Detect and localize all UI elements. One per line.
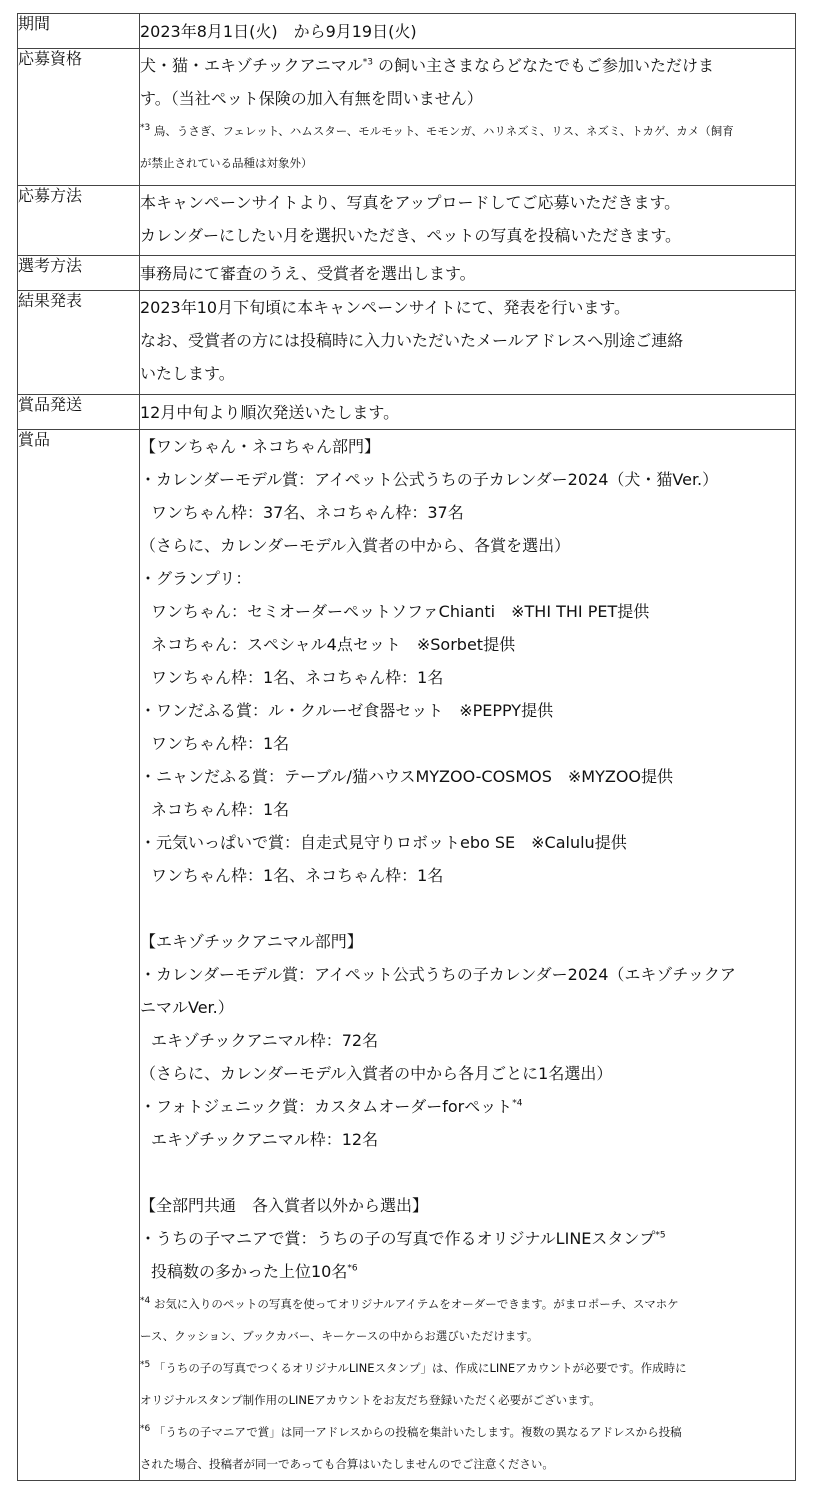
dogcat-heading: 【ワンちゃん・ネコちゃん部門】	[140, 437, 381, 456]
row-eligibility	[18, 49, 796, 186]
row-method	[18, 186, 796, 256]
common-heading: 【全部門共通 各入賞者以外から選出】	[140, 1196, 429, 1215]
dogcat-calendar-prize: ・カレンダーモデル賞：アイペット公式うちの子カレンダー2024（犬・猫Ver.）	[140, 470, 719, 489]
row-results	[18, 291, 796, 395]
content-method	[140, 186, 796, 256]
genki-quota: ワンちゃん枠：1名、ネコちゃん枠：1名	[151, 866, 444, 885]
spacer	[140, 1156, 795, 1189]
note-6-line2: された場合、投稿者が同一であっても合算はいたしませんのでご注意ください。	[140, 1457, 554, 1471]
content-period	[140, 14, 796, 49]
note-4-line1: $^{*4}$ お気に入りのペットの写真を使ってオリジナルアイテムをオーダーできます。がまロポーチ、スマホケ	[140, 1296, 679, 1311]
selection-text: 事務局にて審査のうえ、受賞者を選出します。	[140, 264, 476, 283]
grand-prix-dog: ワンちゃん：セミオーダーペットソファChianti ※THI THI PET提供	[151, 602, 650, 621]
period-text: 2023年8月1日(火) から9月19日(火)	[140, 22, 417, 41]
label-prizes: 賞品	[18, 430, 140, 1481]
grand-prix-quota: ワンちゃん枠：1名、ネコちゃん枠：1名	[151, 668, 444, 687]
row-selection	[18, 256, 796, 291]
exotic-calendar-quota: エキゾチックアニマル枠：72名	[151, 1031, 379, 1050]
results-line2: なお、受賞者の方には投稿時に入力いただいたメールアドレスへ別途ご連絡	[140, 331, 684, 350]
mania-prize: ・うちの子マニアで賞：うちの子の写真で作るオリジナルLINEスタンプ$^{*5}$	[140, 1229, 666, 1248]
note-4-line2: ース、クッション、ブックカバー、キーケースの中からお選びいただけます。	[140, 1329, 539, 1343]
wonderful-quota: ワンちゃん枠：1名	[151, 734, 290, 753]
label-selection: 選考方法	[18, 256, 140, 291]
exotic-calendar-prize-1: ・カレンダーモデル賞：アイペット公式うちの子カレンダー2024（エキゾチックア	[140, 965, 736, 984]
campaign-info-table	[17, 13, 796, 1481]
label-method: 応募方法	[18, 186, 140, 256]
eligibility-note2: が禁止されている品種は対象外）	[140, 156, 313, 170]
exotic-heading: 【エキゾチックアニマル部門】	[140, 932, 363, 951]
eligibility-note1: $^{*3}$ 鳥、うさぎ、フェレット、ハムスター、モルモット、モモンガ、ハリネズミ、リス、ネズミ、トカゲ、カメ（飼育	[140, 123, 734, 138]
label-results: 結果発表	[18, 291, 140, 395]
mania-quota: 投稿数の多かった上位10名$^{*6}$	[151, 1262, 358, 1281]
dogcat-calendar-note: （さらに、カレンダーモデル入賞者の中から、各賞を選出）	[140, 536, 571, 555]
note-6-line1: $^{*6}$ 「うちの子マニアで賞」は同一アドレスからの投稿を集計いたします。複数の異なるアドレスから投稿	[140, 1424, 682, 1439]
spacer	[140, 892, 795, 925]
results-line3: いたします。	[140, 364, 235, 383]
row-shipping	[18, 395, 796, 430]
wonderful-prize: ・ワンだふる賞：ル・クルーゼ食器セット ※PEPPY提供	[140, 701, 554, 720]
content-eligibility	[140, 49, 796, 186]
grand-prix-cat: ネコちゃん：スペシャル4点セット ※Sorbet提供	[151, 635, 516, 654]
method-line2: カレンダーにしたい月を選択いただき、ペットの写真を投稿いただきます。	[140, 226, 682, 245]
label-period: 期間	[18, 14, 140, 49]
nyanderful-quota: ネコちゃん枠：1名	[151, 800, 290, 819]
dogcat-calendar-quota: ワンちゃん枠：37名、ネコちゃん枠：37名	[151, 503, 464, 522]
note-5-line1: $^{*5}$ 「うちの子の写真でつくるオリジナルLINEスタンプ」は、作成にLINEアカウントが必要です。作成時に	[140, 1360, 687, 1375]
results-line1: 2023年10月下旬頃に本キャンペーンサイトにて、発表を行います。	[140, 298, 631, 317]
content-selection	[140, 256, 796, 291]
exotic-calendar-note: （さらに、カレンダーモデル入賞者の中から各月ごとに1名選出）	[140, 1064, 613, 1083]
eligibility-line1: 犬・猫・エキゾチックアニマル$^{*3}$ の飼い主さまならどなたでもご参加いただけま	[140, 56, 715, 75]
content-results	[140, 291, 796, 395]
exotic-calendar-prize-2: ニマルVer.）	[140, 998, 234, 1017]
content-prizes	[140, 430, 796, 1481]
row-period	[18, 14, 796, 49]
nyanderful-prize: ・ニャンだふる賞：テーブル/猫ハウスMYZOO-COSMOS ※MYZOO提供	[140, 767, 674, 786]
genki-prize: ・元気いっぱいで賞：自走式見守りロボットebo SE ※Calulu提供	[140, 833, 627, 852]
label-eligibility: 応募資格	[18, 49, 140, 186]
photogenic-quota: エキゾチックアニマル枠：12名	[151, 1130, 379, 1149]
shipping-text: 12月中旬より順次発送いたします。	[140, 403, 400, 422]
method-line1: 本キャンペーンサイトより、写真をアップロードしてご応募いただきます。	[140, 193, 681, 212]
photogenic-prize: ・フォトジェニック賞：カスタムオーダーforペット$^{*4}$	[140, 1097, 523, 1116]
row-prizes	[18, 430, 796, 1481]
content-shipping	[140, 395, 796, 430]
eligibility-line2: す。（当社ペット保険の加入有無を問いません）	[140, 89, 483, 108]
label-shipping: 賞品発送	[18, 395, 140, 430]
grand-prix: ・グランプリ：	[140, 569, 252, 588]
note-5-line2: オリジナルスタンプ制作用のLINEアカウントをお友だち登録いただく必要がございます。	[140, 1393, 601, 1407]
